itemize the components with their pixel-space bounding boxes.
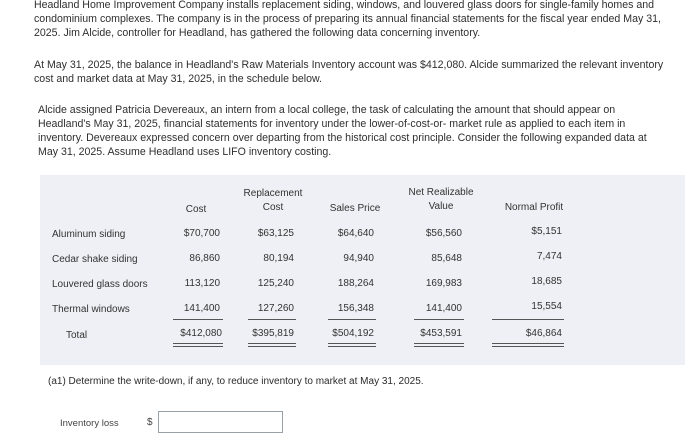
- inventory-data-table: [40, 175, 685, 365]
- question-a1: (a1) Determine the write-down, if any, to reduce inventory to market at May 31, 2025.: [48, 376, 424, 387]
- inventory-balance-paragraph: At May 31, 2025, the balance in Headland's Raw Materials Inventory account was $412,080. Alcide summarized the relevant inventory cost and market data at May 31, 2025, in the schedule below.: [34, 59, 664, 85]
- row-replacement-cost: $63,125: [257, 228, 294, 239]
- underline-sales: [328, 319, 376, 320]
- double-underline-profit: [492, 343, 564, 344]
- row-cost: $70,700: [183, 228, 220, 239]
- underline-nrv: [414, 319, 464, 320]
- row-replacement-cost: 125,240: [257, 278, 294, 289]
- row-label: Aluminum siding: [52, 229, 126, 240]
- double-underline-cost: [173, 343, 223, 344]
- header-cost: Cost: [185, 204, 207, 215]
- total-nrv: $453,591: [420, 328, 462, 339]
- total-cost: $412,080: [180, 328, 222, 339]
- row-label: Cedar shake siding: [52, 254, 138, 265]
- assignment-paragraph: Alcide assigned Patricia Devereaux, an intern from a local college, the task of calculating the amount that should appear on Headland's May 31, 2025, financial statements for inventory under the lower-of-cost-or- market rule as applied to each item in inventory. Devereaux expressed concern over departing from the historical cost principle. Consider the following expanded data at May 31, 2025. Assume Headland uses LIFO inventory costing.: [38, 104, 647, 158]
- row-nrv: 141,400: [425, 303, 462, 314]
- header-nrv-line1: Net Realizable: [408, 187, 474, 198]
- row-label: Louvered glass doors: [52, 279, 148, 290]
- row-replacement-cost: 80,194: [263, 253, 294, 264]
- double-underline-replacement: [248, 343, 296, 344]
- row-sales-price: 188,264: [337, 278, 374, 289]
- row-nrv: 169,983: [425, 278, 462, 289]
- row-nrv: 85,648: [431, 253, 462, 264]
- header-normal-profit: Normal Profit: [504, 202, 564, 213]
- row-cost: 113,120: [184, 278, 220, 289]
- total-normal-profit: $46,864: [525, 328, 562, 339]
- double-underline-sales: [328, 346, 376, 347]
- row-nrv: $56,560: [425, 228, 462, 239]
- row-normal-profit: 18,685: [531, 276, 562, 287]
- double-underline-replacement: [248, 346, 296, 347]
- inventory-loss-label: Inventory loss: [60, 418, 119, 429]
- underline-cost: [173, 319, 223, 320]
- total-sales-price: $504,192: [332, 328, 374, 339]
- currency-symbol: $: [147, 417, 153, 428]
- row-label: Thermal windows: [52, 304, 130, 315]
- header-replacement-line1: Replacement: [243, 188, 303, 199]
- underline-profit: [492, 319, 564, 320]
- row-normal-profit: $5,151: [531, 226, 562, 237]
- row-sales-price: 94,940: [343, 253, 374, 264]
- double-underline-sales: [328, 343, 376, 344]
- double-underline-nrv: [414, 343, 464, 344]
- row-normal-profit: 7,474: [536, 251, 562, 262]
- row-replacement-cost: 127,260: [257, 303, 294, 314]
- total-replacement-cost: $395,819: [252, 328, 294, 339]
- header-sales-price: Sales Price: [329, 203, 381, 214]
- intro-paragraph: Headland Home Improvement Company installs replacement siding, windows, and louvered glass doors for single-family homes and condominium complexes. The company is in the process of preparing its annual financial statements for the fiscal year ended May 31, 2025. Jim Alcide, controller for Headland, has gathered the following data concerning inventory.: [34, 0, 661, 39]
- row-sales-price: $64,640: [337, 228, 374, 239]
- row-normal-profit: 15,554: [531, 301, 562, 312]
- row-cost: 86,860: [189, 253, 220, 264]
- double-underline-nrv: [414, 346, 464, 347]
- underline-replacement: [248, 319, 296, 320]
- row-sales-price: 156,348: [337, 303, 374, 314]
- row-cost: 141,400: [183, 303, 220, 314]
- inventory-loss-input[interactable]: [158, 411, 283, 433]
- double-underline-cost: [173, 346, 223, 347]
- total-label: Total: [66, 330, 88, 341]
- double-underline-profit: [492, 346, 564, 347]
- header-nrv-line2: Value: [428, 201, 454, 212]
- header-replacement-line2: Cost: [262, 202, 284, 213]
